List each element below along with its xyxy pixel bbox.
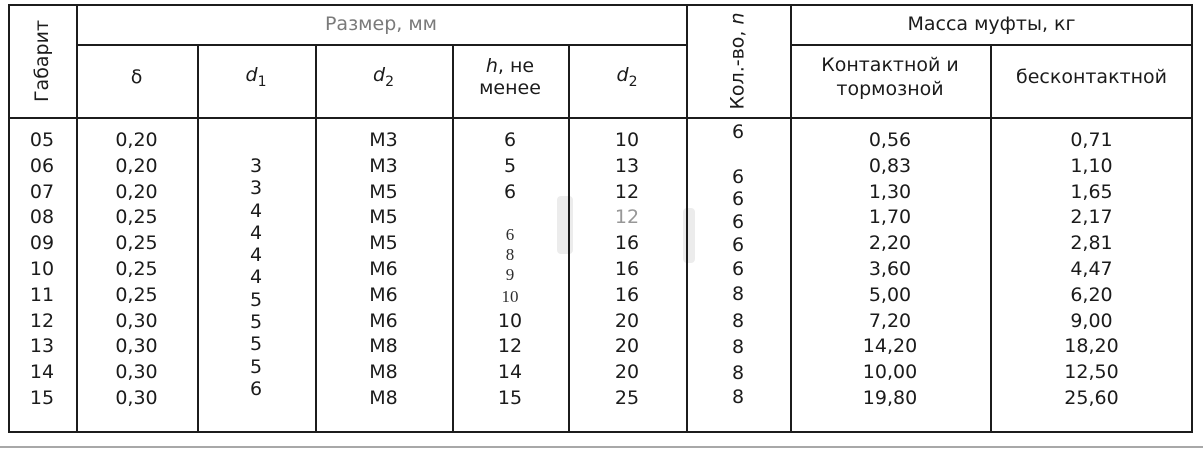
table-cell: 12,50 [1064,361,1119,384]
table-cell: 6 [731,166,745,188]
delta-label: δ [130,65,143,88]
table-cell: М5 [369,180,398,203]
noncontact-label: бесконтактной [1015,65,1168,88]
massa-label: Масса муфты, кг [907,13,1076,35]
column-header-h [452,44,568,117]
table-cell: 5 [249,333,263,356]
table-cell: 14 [29,361,55,384]
h-label: h, не менее [479,54,541,99]
table-cell: 4 [249,266,263,289]
group-header-massa [790,4,1193,44]
table-cell: М6 [369,309,398,332]
table-cell: 16 [614,283,640,306]
table-cell: 5,00 [868,283,912,306]
table-cell: 6 [731,121,745,143]
table-cell: 5 [503,154,517,177]
table-cell: 11 [29,283,55,306]
table-cell: 5 [249,355,263,378]
kolvo-rotated-label: Кол.-во, n [726,11,749,110]
table-cell: 0,30 [115,386,158,409]
table-cell: 0,25 [115,206,158,229]
column-mass-contact [792,117,988,433]
table-cell: 8 [505,245,515,264]
table-cell: 10,00 [862,361,918,384]
column-gabarit [10,117,74,433]
table-cell: 18,20 [1064,335,1119,358]
table-cell: 1,70 [868,206,912,229]
column-header-contact [790,44,990,117]
table-cell: 0,20 [115,180,158,203]
table-cell: 2,20 [868,232,912,255]
table-cell: 0,20 [115,129,158,151]
table-cell: 25,60 [1064,386,1119,409]
table-cell: 13 [614,154,640,177]
group-header-razmer [76,4,686,44]
razmer-label: Размер, мм [324,13,438,35]
table-cell: 0,56 [868,129,912,151]
table-cell: 19,80 [862,386,918,409]
table-cell: 1,65 [1070,180,1113,203]
table-cell: 0,30 [115,335,158,358]
table-cell: 0,83 [868,154,912,177]
table-cell: 3 [249,155,263,177]
table-cell: 0,20 [115,154,158,177]
table-cell: 16 [614,232,640,255]
column-d1 [199,155,313,400]
table-cell: 0,30 [115,309,158,332]
column-header-d2b [568,44,686,117]
table-cell: 10 [501,287,519,306]
table-cell: 13 [29,335,55,358]
table-cell: М8 [369,386,398,409]
table-cell: 20 [614,309,640,332]
table-cell: 0,71 [1070,129,1113,151]
table-cell: 8 [731,362,745,384]
column-header-noncontact [990,44,1193,117]
table-cell: 4 [249,199,263,222]
table-cell: 10 [29,257,55,280]
column-d2b [570,117,684,433]
table-cell: 07 [29,180,55,203]
d2-label: $d_2$ [373,63,394,90]
table-cell: 06 [29,154,55,177]
table-cell: 12 [29,309,55,332]
table-cell: 0,25 [115,257,158,280]
table-cell: 6 [731,258,745,280]
table-cell: 9,00 [1070,309,1113,332]
table-cell: 6 [249,377,263,400]
table-cell: 8 [731,283,745,305]
table-cell: 0,25 [115,283,158,306]
table-cell: 6 [731,211,745,233]
table-cell: 8 [731,336,745,358]
table-cell: 16 [614,257,640,280]
column-header-delta [76,44,197,117]
gabarit-rotated-label: Габарит [31,19,54,102]
table-cell: 4 [249,244,263,267]
table-cell: 15 [29,386,55,409]
table-cell: М3 [369,154,398,177]
column-header-kolvo [686,4,790,117]
table-cell: 7,20 [868,309,912,332]
column-header-d1 [197,44,315,117]
table-cell: М3 [369,129,398,151]
table-cell: 5 [249,311,263,334]
contact-label: Контактной и тормозной [821,53,959,100]
table-cell: 6 [505,225,515,244]
page-bottom-divider [0,446,1203,448]
table-cell: М5 [369,232,398,255]
table-cell: 1,30 [868,180,912,203]
table-cell: 6 [503,180,517,203]
d1-label: $d_1$ [245,63,267,90]
table-cell: 3,60 [868,257,912,280]
table-cell: 0,30 [115,361,158,384]
table-cell: 9 [505,265,515,284]
table-cell: 2,17 [1070,206,1113,229]
table-cell: 3 [249,177,263,200]
table-cell: 8 [731,310,745,332]
table-cell: 4 [249,221,263,244]
column-d2 [317,117,450,433]
table-cell: М5 [369,206,398,229]
table-cell: М6 [369,283,398,306]
table-cell: 12 [497,335,523,358]
table-cell: 6,20 [1070,283,1113,306]
table-cell: 6 [731,188,745,210]
table-cell-faded: 12 [614,206,640,229]
table-cell: 1,10 [1070,154,1113,177]
table-cell: 6 [731,234,745,256]
column-kolvo [688,117,788,433]
column-header-d2 [315,44,452,117]
table-cell: 10 [497,309,523,332]
column-delta [78,117,195,433]
table-cell: 25 [614,386,640,409]
table-cell: 15 [497,386,523,409]
table-cell: 05 [29,129,55,151]
column-h-small-values [454,117,566,433]
table-cell: 6 [503,129,517,151]
table-cell: 8 [731,386,745,408]
table-cell: 5 [249,288,263,311]
table-cell: 20 [614,335,640,358]
table-cell: 14,20 [862,335,918,358]
table-cell: М8 [369,361,398,384]
table-cell: 08 [29,206,55,229]
column-mass-noncontact [992,117,1191,433]
table-cell: М6 [369,257,398,280]
table-cell: 4,47 [1070,257,1113,280]
column-header-gabarit [8,4,76,117]
table-cell: 20 [614,361,640,384]
table-cell: 0,25 [115,232,158,255]
table-cell: 2,81 [1070,232,1113,255]
d2b-label: $d_2$ [616,63,638,90]
table-cell: 14 [497,361,523,384]
table-cell: 10 [614,129,640,151]
table-cell: М8 [369,335,398,358]
table-cell: 09 [29,232,55,255]
table-cell: 12 [614,180,640,203]
